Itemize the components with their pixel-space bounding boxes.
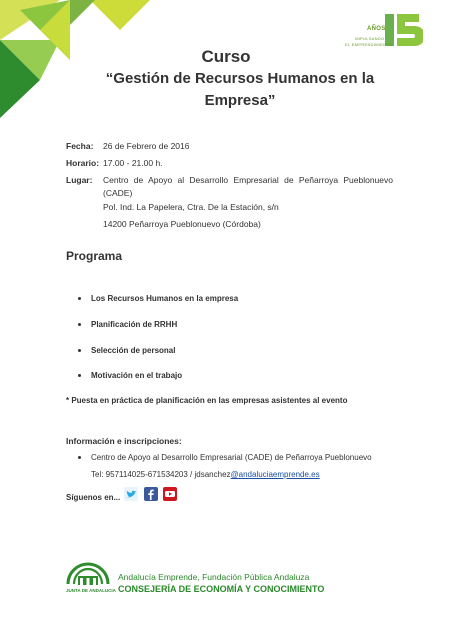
tagline-2: EL EMPRENDIMIENTO [345,42,393,47]
page-title: Curso [201,47,251,66]
info-center [78,453,372,462]
bullet-dot [78,456,81,459]
junta-emblem-icon [64,558,112,588]
triangle-yellow-right [90,0,150,30]
bullet-dot [78,374,81,377]
triangle-green-small [70,0,95,25]
email-link[interactable]: @andaluciaemprende.es [230,470,320,479]
program-item [78,320,177,329]
facebook-icon[interactable] [144,487,158,501]
program-title: Programa [66,249,123,263]
lugar-line3: 14200 Peñarroya Pueblonuevo (Córdoba) [103,219,261,229]
program-item-label: Los Recursos Humanos en la empresa [91,294,239,303]
footer-foundation: Andalucía Emprende, Fundación Pública Andaluza [118,572,310,582]
twitter-icon[interactable] [124,487,138,501]
course-subtitle: “Gestión de Recursos Humanos en la Empresa” [105,70,375,109]
program-item-label: Selección de personal [91,346,176,355]
junta-andalucia-logo [64,558,116,596]
program-item-label: Planificación de RRHH [91,320,178,329]
fecha-value: 26 de Febrero de 2016 [103,141,190,151]
fecha-label: Fecha: [66,141,94,151]
bullet-dot [78,349,81,352]
program-note: * Puesta en práctica de planificación en las empresas asistentes al evento [66,396,348,405]
program-item [78,294,238,303]
info-contact [91,470,320,479]
social-label: Síguenos en... [66,493,121,502]
info-tel: Tel: 957114025-671534203 / jdsanchez [91,470,231,479]
tagline-1: IMPULSANDO [355,36,385,41]
footer-consejeria: CONSEJERÍA DE ECONOMÍA Y CONOCIMIENTO [118,584,325,594]
anniversary-logo [345,12,425,52]
info-title: Información e inscripciones: [66,436,182,446]
info-center-text: Centro de Apoyo al Desarrollo Empresarial (CADE) de Peñarroya Pueblonuevo [91,453,372,462]
program-item-label: Motivación en el trabajo [91,371,183,380]
bullet-dot [78,297,81,300]
lugar-line2: Pol. Ind. La Papelera, Ctra. De la Estación, s/n [103,202,279,212]
horario-label: Horario: [66,158,100,168]
program-item [78,346,175,355]
horario-value: 17.00 - 21.00 h. [103,158,163,168]
bullet-dot [78,323,81,326]
program-item [78,371,182,380]
lugar-label: Lugar: [66,175,93,185]
junta-label: JUNTA DE ANDALUCIA [66,588,116,593]
lugar-line1: Centro de Apoyo al Desarrollo Empresarial de Peñarroya Pueblonuevo (CADE) [103,175,393,198]
youtube-icon[interactable] [163,487,177,501]
years-label: AÑOS [367,26,386,32]
